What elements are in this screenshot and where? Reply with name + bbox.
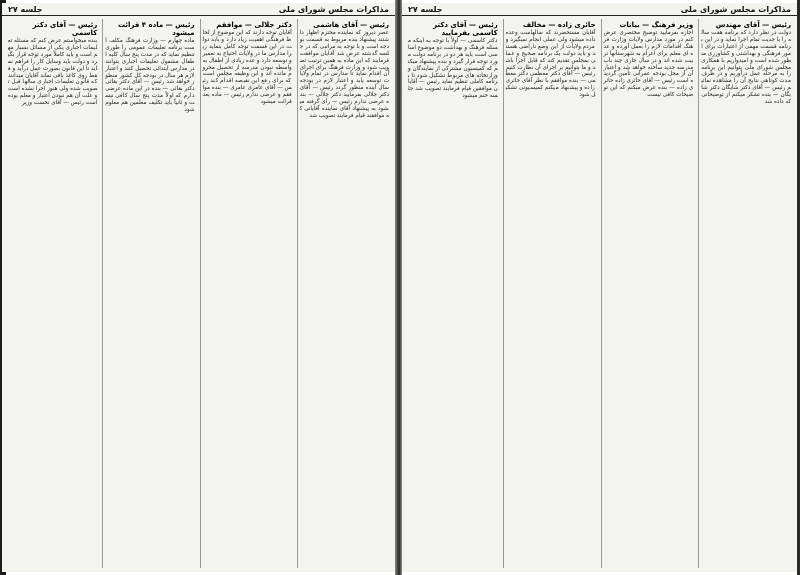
right-col3-text: آقایان مستحضرند که سالهاست وعده داده میشود ولی عملی انجام نمیگیرد و مردم ولایات از این وضع ناراضی هستند و باید دولت یک برنامه صحیح و عملی بمجلس تقدیم کند که قابل اجرا باشد و ما بتوانیم بر اجرای آن نظارت کنیم رئیس — آقای دکتر معظمی دکتر معظمی — بنده موافقم با نظر آقای حائری زاده و پیشنهاد میکنم کمیسیونی تشکیل شود <box>505 30 596 99</box>
left-col3-heading: رئیس — ماده ۴ قرائت میشود <box>117 21 195 37</box>
right-col3-heading: حائری زاده — مخالف <box>522 21 596 29</box>
left-page-title: مذاكرات مجلس شورای ملی <box>278 4 389 14</box>
left-col3-text: ماده چهارم — وزارت فرهنگ مکلف است برنامه تعلیمات عمومی را طوری تنظیم نماید که در مدت پنج سال کلیه اطفال مشمول تعلیمات اجباری بتوانند در مدارس ابتدائی تحصیل کنند و اعتبار لازم هر سال در بودجه کل کشور منظور خواهد شد رئیس — آقای دکتر بقائی دکتر بقائی — بنده در این ماده عرضی دارم که اولاً مدت پنج سال کافی نیست و ثانیاً باید تکلیف معلمین هم معلوم شود <box>105 38 195 114</box>
left-column-1 <box>297 19 391 568</box>
left-columns <box>6 19 391 568</box>
right-column-1 <box>698 19 793 568</box>
right-page-header <box>402 3 797 16</box>
right-col2-text: اجازه بفرمایید توضیح مختصری عرض کنم در مورد مدارس ولایات وزارت فرهنگ اقدامات لازم را بعمل آورده و عده ای معلم برای اعزام به شهرستانها تربیت شده اند و در سال جاری چند باب مدرسه جدید ساخته خواهد شد و اعتبار آن از محل بودجه عمرانی تأمین گردیده است رئیس — آقای حائری زاده حائری زاده — بنده عرض میکنم که این توضیحات کافی نیست <box>603 30 694 99</box>
right-page <box>402 3 797 572</box>
right-column-4 <box>406 19 500 568</box>
left-page-label: جلسه ۲۷ <box>8 4 43 14</box>
left-page-header <box>2 3 395 16</box>
right-page-title: مذاكرات مجلس شورای ملی <box>680 4 791 14</box>
left-column-2 <box>200 19 294 568</box>
right-col1-text: دولت در نظر دارد که برنامه هفت ساله را با جدیت تمام اجرا نماید و در این برنامه قسمت مهمی از اعتبارات برای امور فرهنگی و بهداشتی و کشاورزی منظور شده است و امیدواریم با همکاری مجلس شورای ملی بتوانیم این برنامه را به مرحله عمل درآوریم و در ظرف مدت کوتاهی نتایج آن را مشاهده نمائیم رئیس — آقای دکتر شایگان دکتر شایگان — بنده تشکر میکنم از توضیحاتی که داده شد <box>701 30 791 106</box>
right-col1-heading: رئیس — آقای مهندس <box>715 21 791 29</box>
left-page <box>2 3 395 572</box>
right-columns <box>406 19 793 568</box>
left-col2-text: آقایان توجه دارند که این موضوع از لحاظ فرهنگی اهمیت زیاد دارد و باید دولت در این قسمت توجه کامل بنماید زیرا مدارس ما در ولایات احتیاج به تعمیر و توسعه دارد و عده زیادی از اطفال به واسطه نبودن مدرسه از تحصیل محروم مانده اند و این وظیفه مجلس است که برای رفع این نقیصه اقدام کند رئیس — آقای عامری عامری — بنده موافقم و عرضی ندارم رئیس — ماده بعد قرائت میشود <box>202 30 292 106</box>
left-col4-text: بنده میخواستم عرض کنم که مسئله تعلیمات اجباری یکی از مسائل بسیار مهم است و باید کاملاً مورد توجه قرار بگیرد و دولت باید وسایل کار را فراهم نماید تا این قانون بصورت عمل درآید و فقط روی کاغذ باقی نماند آقایان میدانند که قانون تعلیمات اجباری سالها قبل تصویب شده ولی هنوز اجرا نشده است و علت آن هم نبودن اعتبار و معلم بوده است رئیس — آقای نخست وزیر <box>8 38 98 107</box>
left-col1-heading: رئیس — آقای هاشمی <box>313 21 389 29</box>
right-page-label: جلسه ۲۷ <box>408 4 443 14</box>
book-gutter <box>395 0 402 575</box>
right-col2-heading: وزیر فرهنگ — بیانات <box>619 21 694 29</box>
right-col4-heading: رئیس — آقای دکتر کاسمی بفرمایید <box>433 21 498 37</box>
left-col4-heading: رئیس — آقای دکتر کاسمی <box>32 21 98 37</box>
left-col1-text: عصر دیروز که نماینده محترم اظهار داشتند پیشنهاد بنده مربوط به قسمت بودجه است و با توجه به مراتبی که در جلسه گذشته عرض شد آقایان موافقت فرمایند که این ماده به همین ترتیب تصویب شود و وزارت فرهنگ برای اجرای آن اقدام نماید تا مدارس در تمام ولایات توسعه یابد و اعتبار لازم در بودجه سال آینده منظور گردد رئیس — آقای دکتر جلالی بفرمایید دکتر جلالی — بنده عرضی ندارم رئیس — رأی گرفته میشود به پیشنهاد آقای نماینده آقایانی که موافقند قیام فرمایند تصویب شد <box>299 30 389 119</box>
right-column-3 <box>503 19 598 568</box>
left-col2-heading: دکتر جلالی — موافقم <box>216 21 292 29</box>
left-column-3 <box>102 19 196 568</box>
left-column-4 <box>6 19 99 568</box>
right-col4-text: دکتر کاسمی — اولاً با توجه به اینکه مسئله فرهنگ و بهداشت دو موضوع اساسی است باید هر دو در برنامه دولت مورد توجه قرار گیرد و بنده پیشنهاد میکنم که کمیسیون مشترکی از نمایندگان و وزارتخانه های مربوط تشکیل شود تا برنامه کاملی تنظیم نماید رئیس — آقایان موافقین قیام فرمایند تصویب شد جلسه ختم میشود <box>408 38 498 100</box>
right-column-2 <box>601 19 696 568</box>
